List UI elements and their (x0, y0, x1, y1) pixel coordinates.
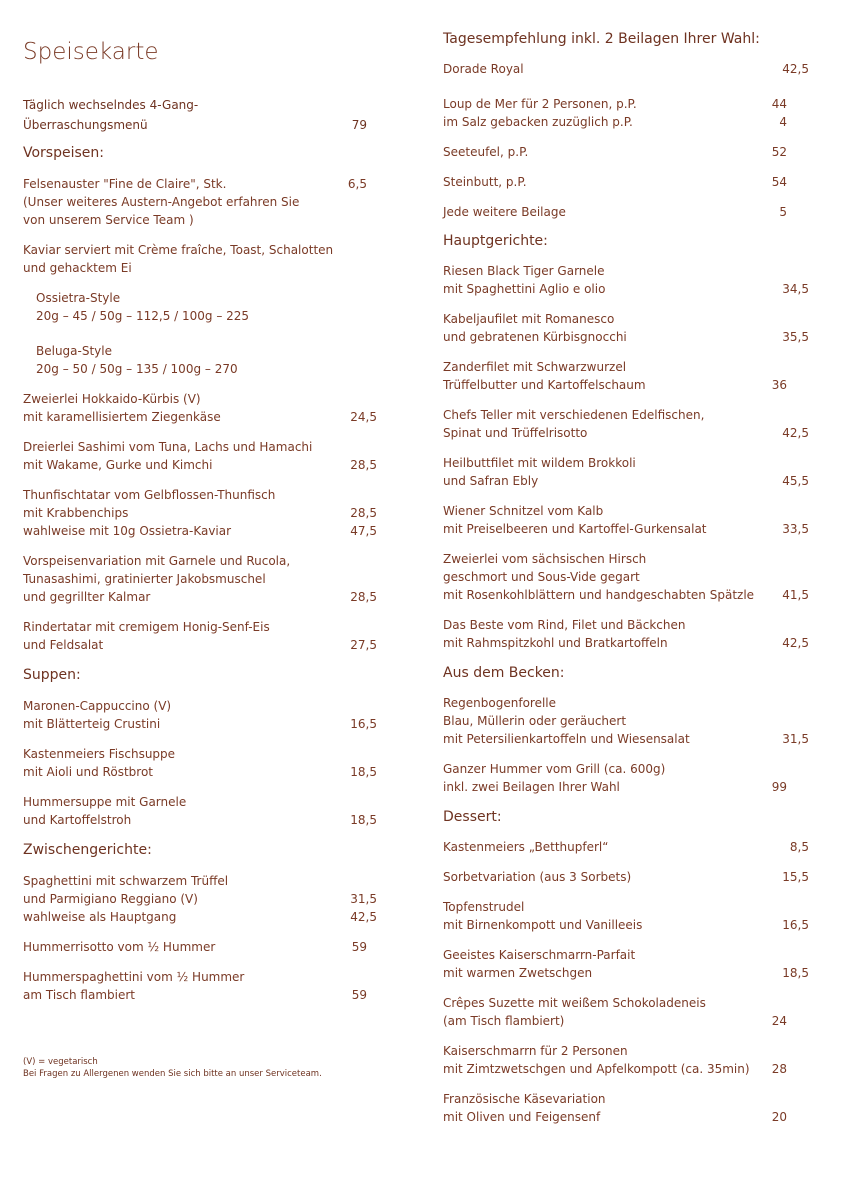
item-line: von unserem Service Team ) (23, 213, 194, 227)
item-price: 5 (779, 205, 787, 219)
item-line: Sorbetvariation (aus 3 Sorbets) 15,5 (443, 870, 809, 884)
item-price: 24,5 (350, 410, 377, 424)
menu-item-fischsuppe (23, 745, 383, 781)
item-price: 4 (779, 115, 787, 129)
item-price: 28,5 (350, 458, 377, 472)
section-heading-becken: Aus dem Becken: (443, 665, 565, 681)
item-line: Regenbogenforelle (443, 696, 557, 710)
item-price: 36 (771, 378, 787, 392)
item-line: Trüffelbutter und Kartoffelschaum 36 (443, 378, 787, 392)
menu-item-thunfischtatar (23, 486, 383, 540)
item-price: 28,5 (350, 590, 377, 604)
menu-item-loup (443, 95, 803, 131)
item-line: mit Birnenkompott und Vanilleeis 16,5 (443, 918, 809, 932)
menu-item-vorspeisenvariation (23, 552, 383, 606)
item-price: 42,5 (350, 910, 377, 924)
item-price: 59 (351, 940, 367, 954)
item-line: Dreierlei Sashimi vom Tuna, Lachs und Hamachi (23, 440, 313, 454)
item-line: (am Tisch flambiert) 24 (443, 1014, 787, 1028)
item-line: Geeistes Kaiserschmarrn-Parfait (443, 948, 636, 962)
menu-item-rind (443, 616, 809, 652)
item-line: Französische Käsevariation (443, 1092, 606, 1106)
item-line: mit Zimtzwetschgen und Apfelkompott (ca. 35min) 28 (443, 1062, 787, 1076)
item-line: Vorspeisenvariation mit Garnele und Rucola, (23, 554, 291, 568)
item-price: 31,5 (782, 732, 809, 746)
item-line: Topfenstrudel (443, 900, 525, 914)
item-line: mit Blätterteig Crustini 16,5 (23, 717, 377, 731)
menu-item-sorbet (443, 868, 809, 886)
item-price: 28,5 (350, 506, 377, 520)
item-line: Kabeljaufilet mit Romanesco (443, 312, 615, 326)
menu-item-auster (23, 175, 383, 229)
menu-item-hummerspaghettini (23, 968, 383, 1004)
item-line: Steinbutt, p.P. 54 (443, 175, 787, 189)
item-line: Das Beste vom Rind, Filet und Bäckchen (443, 618, 686, 632)
item-price: 59 (351, 988, 367, 1002)
page-title: Speisekarte (23, 39, 159, 65)
item-line: und Parmigiano Reggiano (V) 31,5 (23, 892, 377, 906)
menu-item-crepes (443, 994, 803, 1030)
surprise-menu-title-line2: Überraschungsmenü 79 (23, 118, 367, 132)
item-line: und gehacktem Ei (23, 261, 132, 275)
menu-item-dorade (443, 60, 809, 78)
item-line: Kastenmeiers „Betthupferl“ 8,5 (443, 840, 809, 854)
item-price: 27,5 (350, 638, 377, 652)
item-price: 34,5 (782, 282, 809, 296)
item-price: 28 (771, 1062, 787, 1076)
footnote-allergens: Bei Fragen zu Allergenen wenden Sie sich bitte an unser Serviceteam. (23, 1069, 322, 1079)
item-price: 8,5 (789, 840, 809, 854)
menu-item-chefs-teller (443, 406, 809, 442)
menu-item-hummerrisotto (23, 938, 383, 956)
item-line: Jede weitere Beilage 5 (443, 205, 787, 219)
item-line: und gegrillter Kalmar 28,5 (23, 590, 377, 604)
item-line: mit Oliven und Feigensenf 20 (443, 1110, 787, 1124)
menu-item-forelle (443, 694, 809, 748)
menu-item-kaviar (23, 241, 383, 277)
right-column (443, 30, 809, 1126)
item-line: Kastenmeiers Fischsuppe (23, 747, 176, 761)
section-heading-suppen: Suppen: (23, 667, 81, 683)
menu-item-betthupferl (443, 838, 809, 856)
item-line: wahlweise mit 10g Ossietra-Kaviar 47,5 (23, 524, 377, 538)
item-price: 54 (771, 175, 787, 189)
item-price: 24 (771, 1014, 787, 1028)
menu-item-beilage (443, 203, 803, 221)
item-line: mit karamellisiertem Ziegenkäse 24,5 (23, 410, 377, 424)
item-line: mit warmen Zwetschgen 18,5 (443, 966, 809, 980)
item-line: Spinat und Trüffelrisotto 42,5 (443, 426, 809, 440)
footnote-vegetarian: (V) = vegetarisch (23, 1057, 98, 1067)
item-line: mit Preiselbeeren und Kartoffel-Gurkensalat 33,5 (443, 522, 809, 536)
item-line: mit Krabbenchips 28,5 (23, 506, 377, 520)
item-line: Spaghettini mit schwarzem Trüffel (23, 874, 229, 888)
menu-item-hummersuppe (23, 793, 383, 829)
item-line: wahlweise als Hauptgang 42,5 (23, 910, 377, 924)
menu-item-sashimi (23, 438, 383, 474)
item-line: 20g – 50 / 50g – 135 / 100g – 270 (36, 362, 238, 376)
menu-item-hirsch (443, 550, 809, 604)
item-line: im Salz gebacken zuzüglich p.P. 4 (443, 115, 787, 129)
item-price: 45,5 (782, 474, 809, 488)
item-price: 42,5 (782, 62, 809, 76)
item-line: mit Spaghettini Aglio e olio 34,5 (443, 282, 809, 296)
item-line: und Safran Ebly 45,5 (443, 474, 809, 488)
menu-item-hummer (443, 760, 803, 796)
menu-item-ossietra (23, 289, 383, 325)
item-line: Maronen-Cappuccino (V) (23, 699, 172, 713)
item-line: Felsenauster "Fine de Claire", Stk. 6,5 (23, 177, 367, 191)
item-line: Seeteufel, p.P. 52 (443, 145, 787, 159)
menu-item-garnele (443, 262, 809, 298)
item-line: Hummerrisotto vom ½ Hummer 59 (23, 940, 367, 954)
item-line: Dorade Royal 42,5 (443, 62, 809, 76)
item-price: 33,5 (782, 522, 809, 536)
item-line: mit Rahmspitzkohl und Bratkartoffeln 42,5 (443, 636, 809, 650)
left-column (23, 96, 383, 1004)
item-line: Heilbuttfilet mit wildem Brokkoli (443, 456, 636, 470)
item-line: Ossietra-Style (36, 291, 121, 305)
section-heading-dessert: Dessert: (443, 809, 502, 825)
menu-item-kaiserschmarrn (443, 1042, 803, 1078)
item-line: Beluga-Style (36, 344, 112, 358)
item-price: 52 (771, 145, 787, 159)
item-line: Ganzer Hummer vom Grill (ca. 600g) (443, 762, 666, 776)
menu-item-rindertatar (23, 618, 383, 654)
menu-item-topfenstrudel (443, 898, 809, 934)
item-price: 18,5 (782, 966, 809, 980)
item-line: Rindertatar mit cremigem Honig-Senf-Eis (23, 620, 270, 634)
item-price: 16,5 (782, 918, 809, 932)
item-price: 44 (771, 97, 787, 111)
section-heading-zwischengerichte: Zwischengerichte: (23, 842, 152, 858)
item-line: Hummersuppe mit Garnele (23, 795, 187, 809)
item-line: Hummerspaghettini vom ½ Hummer (23, 970, 245, 984)
item-line: Zweierlei vom sächsischen Hirsch (443, 552, 647, 566)
item-price: 18,5 (350, 765, 377, 779)
menu-item-seeteufel (443, 143, 803, 161)
footnote (23, 1056, 322, 1080)
item-line: Kaiserschmarrn für 2 Personen (443, 1044, 628, 1058)
item-price: 18,5 (350, 813, 377, 827)
section-heading-tagesempfehlung: Tagesempfehlung inkl. 2 Beilagen Ihrer Wahl: (443, 31, 760, 47)
item-line: Kaviar serviert mit Crème fraîche, Toast, Schalotten (23, 243, 334, 257)
item-line: mit Petersilienkartoffeln und Wiesensalat 31,5 (443, 732, 809, 746)
menu-item-maronen (23, 697, 383, 733)
menu-item-beluga (23, 342, 383, 378)
menu-item-parfait (443, 946, 809, 982)
surprise-menu-price: 79 (351, 118, 367, 132)
item-line: 20g – 45 / 50g – 112,5 / 100g – 225 (36, 309, 250, 323)
item-price: 47,5 (350, 524, 377, 538)
item-line: und Feldsalat 27,5 (23, 638, 377, 652)
menu-item-zander (443, 358, 803, 394)
item-line: am Tisch flambiert 59 (23, 988, 367, 1002)
item-price: 99 (771, 780, 787, 794)
item-line: und gebratenen Kürbisgnocchi 35,5 (443, 330, 809, 344)
item-line: Zweierlei Hokkaido-Kürbis (V) (23, 392, 201, 406)
item-price: 6,5 (347, 177, 367, 191)
item-line: und Kartoffelstroh 18,5 (23, 813, 377, 827)
menu-item-kuerbis (23, 390, 383, 426)
menu-item-steinbutt (443, 173, 803, 191)
menu-item-spaghettini (23, 872, 383, 926)
section-heading-hauptgerichte: Hauptgerichte: (443, 233, 548, 249)
surprise-menu (23, 96, 383, 134)
item-price: 16,5 (350, 717, 377, 731)
surprise-menu-title-line1: Täglich wechselndes 4-Gang- (23, 98, 199, 112)
item-line: Riesen Black Tiger Garnele (443, 264, 605, 278)
item-line: mit Rosenkohlblättern und handgeschabten Spätzle 41,5 (443, 588, 809, 602)
item-line: mit Aioli und Röstbrot 18,5 (23, 765, 377, 779)
item-price: 41,5 (782, 588, 809, 602)
menu-item-kabeljau (443, 310, 809, 346)
item-line: Crêpes Suzette mit weißem Schokoladeneis (443, 996, 706, 1010)
item-line: Loup de Mer für 2 Personen, p.P. 44 (443, 97, 787, 111)
item-price: 20 (771, 1110, 787, 1124)
menu-item-schnitzel (443, 502, 809, 538)
item-line: (Unser weiteres Austern-Angebot erfahren Sie (23, 195, 300, 209)
item-line: Blau, Müllerin oder geräuchert (443, 714, 627, 728)
item-line: inkl. zwei Beilagen Ihrer Wahl 99 (443, 780, 787, 794)
section-heading-vorspeisen: Vorspeisen: (23, 145, 104, 161)
item-price: 42,5 (782, 636, 809, 650)
menu-item-kaese (443, 1090, 803, 1126)
item-line: Zanderfilet mit Schwarzwurzel (443, 360, 627, 374)
item-price: 42,5 (782, 426, 809, 440)
item-price: 31,5 (350, 892, 377, 906)
item-line: Thunfischtatar vom Gelbflossen-Thunfisch (23, 488, 276, 502)
item-price: 35,5 (782, 330, 809, 344)
item-price: 15,5 (782, 870, 809, 884)
item-line: geschmort und Sous-Vide gegart (443, 570, 640, 584)
menu-item-heilbutt (443, 454, 809, 490)
item-line: mit Wakame, Gurke und Kimchi 28,5 (23, 458, 377, 472)
item-line: Wiener Schnitzel vom Kalb (443, 504, 604, 518)
item-line: Chefs Teller mit verschiedenen Edelfischen, (443, 408, 705, 422)
item-line: Tunasashimi, gratinierter Jakobsmuschel (23, 572, 266, 586)
